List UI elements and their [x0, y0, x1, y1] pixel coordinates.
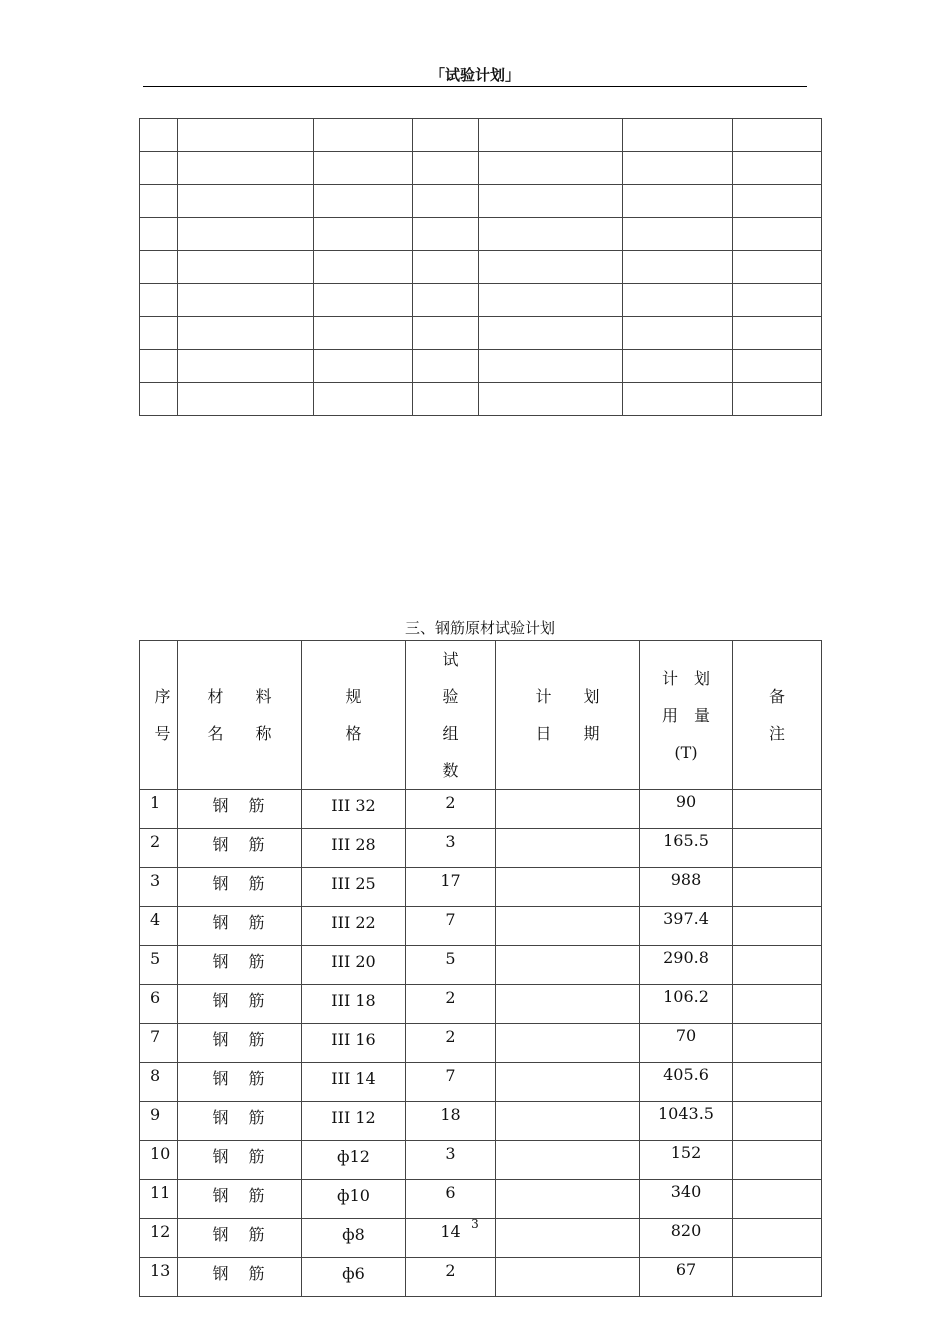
- blank-cell: [623, 251, 733, 284]
- cell-spec: III 12: [302, 1102, 406, 1141]
- table-row: [140, 946, 822, 985]
- table-row: [140, 868, 822, 907]
- blank-cell: [178, 119, 314, 152]
- blank-cell: [178, 218, 314, 251]
- header-spec: 规 格: [302, 641, 406, 790]
- cell-test-groups: 2: [406, 985, 496, 1024]
- blank-cell: [733, 185, 822, 218]
- cell-spec: III 16: [302, 1024, 406, 1063]
- blank-table-row: [140, 383, 822, 416]
- cell-plan-quantity: 290.8: [640, 946, 733, 985]
- cell-plan-date: [496, 1063, 640, 1102]
- cell-no: 4: [140, 907, 178, 946]
- cell-spec: III 22: [302, 907, 406, 946]
- cell-spec: III 28: [302, 829, 406, 868]
- cell-material-name: 钢 筋: [178, 1063, 302, 1102]
- cell-remark: [733, 1141, 822, 1180]
- blank-cell: [413, 119, 479, 152]
- blank-cell: [623, 383, 733, 416]
- blank-cell: [314, 185, 413, 218]
- cell-material-name: 钢 筋: [178, 1024, 302, 1063]
- cell-spec: ф10: [302, 1180, 406, 1219]
- blank-cell: [479, 185, 623, 218]
- header-no: 序 号: [140, 641, 178, 790]
- blank-table-row: [140, 119, 822, 152]
- blank-cell: [314, 218, 413, 251]
- cell-no: 1: [140, 790, 178, 829]
- page-number: 3: [471, 1217, 479, 1231]
- blank-cell: [413, 152, 479, 185]
- blank-cell: [140, 218, 178, 251]
- cell-plan-date: [496, 1102, 640, 1141]
- blank-cell: [733, 119, 822, 152]
- cell-spec: III 32: [302, 790, 406, 829]
- cell-no: 12: [140, 1219, 178, 1258]
- blank-table-row: [140, 152, 822, 185]
- cell-remark: [733, 868, 822, 907]
- cell-plan-quantity: 820: [640, 1219, 733, 1258]
- table-header-row: [140, 641, 822, 790]
- cell-plan-date: [496, 946, 640, 985]
- blank-cell: [479, 251, 623, 284]
- blank-cell: [178, 383, 314, 416]
- cell-no: 10: [140, 1141, 178, 1180]
- blank-cell: [140, 152, 178, 185]
- table-row: [140, 829, 822, 868]
- blank-cell: [479, 284, 623, 317]
- cell-remark: [733, 907, 822, 946]
- cell-remark: [733, 829, 822, 868]
- blank-cell: [314, 317, 413, 350]
- cell-plan-date: [496, 1024, 640, 1063]
- header-plan-date: 计 划 日 期: [496, 641, 640, 790]
- cell-plan-quantity: 70: [640, 1024, 733, 1063]
- cell-spec: III 25: [302, 868, 406, 907]
- blank-cell: [479, 152, 623, 185]
- cell-material-name: 钢 筋: [178, 829, 302, 868]
- section-title: 三、钢筋原材试验计划: [404, 619, 555, 637]
- cell-no: 5: [140, 946, 178, 985]
- blank-cell: [623, 119, 733, 152]
- blank-cell: [314, 284, 413, 317]
- blank-cell: [140, 251, 178, 284]
- blank-cell: [413, 350, 479, 383]
- cell-remark: [733, 1063, 822, 1102]
- blank-cell: [733, 218, 822, 251]
- table-row: [140, 1180, 822, 1219]
- cell-spec: III 20: [302, 946, 406, 985]
- blank-cell: [623, 350, 733, 383]
- cell-plan-date: [496, 868, 640, 907]
- cell-no: 9: [140, 1102, 178, 1141]
- cell-plan-date: [496, 907, 640, 946]
- blank-cell: [140, 317, 178, 350]
- blank-cell: [479, 350, 623, 383]
- cell-plan-date: [496, 1141, 640, 1180]
- blank-cell: [178, 185, 314, 218]
- cell-test-groups: 2: [406, 1024, 496, 1063]
- cell-test-groups: 17: [406, 868, 496, 907]
- table-row: [140, 1102, 822, 1141]
- cell-plan-quantity: 405.6: [640, 1063, 733, 1102]
- blank-cell: [178, 350, 314, 383]
- cell-test-groups: 14: [406, 1219, 496, 1258]
- blank-cell: [413, 185, 479, 218]
- cell-material-name: 钢 筋: [178, 1102, 302, 1141]
- blank-table: [139, 118, 822, 416]
- blank-cell: [314, 383, 413, 416]
- blank-cell: [140, 350, 178, 383]
- cell-plan-quantity: 340: [640, 1180, 733, 1219]
- blank-cell: [733, 152, 822, 185]
- cell-plan-date: [496, 1180, 640, 1219]
- blank-cell: [178, 152, 314, 185]
- table-row: [140, 1141, 822, 1180]
- cell-spec: III 18: [302, 985, 406, 1024]
- blank-cell: [623, 284, 733, 317]
- blank-cell: [623, 152, 733, 185]
- table-row: [140, 907, 822, 946]
- cell-material-name: 钢 筋: [178, 1258, 302, 1297]
- cell-plan-date: [496, 829, 640, 868]
- blank-cell: [623, 317, 733, 350]
- blank-table-row: [140, 317, 822, 350]
- cell-remark: [733, 1180, 822, 1219]
- page-header: [143, 64, 807, 87]
- cell-material-name: 钢 筋: [178, 946, 302, 985]
- table-row: [140, 1024, 822, 1063]
- blank-cell: [733, 284, 822, 317]
- cell-test-groups: 7: [406, 907, 496, 946]
- cell-spec: ф8: [302, 1219, 406, 1258]
- rebar-test-plan-table: [139, 640, 822, 1297]
- cell-plan-quantity: 1043.5: [640, 1102, 733, 1141]
- cell-test-groups: 18: [406, 1102, 496, 1141]
- cell-no: 11: [140, 1180, 178, 1219]
- cell-spec: III 14: [302, 1063, 406, 1102]
- blank-cell: [623, 218, 733, 251]
- blank-cell: [314, 251, 413, 284]
- header-title: 「试验计划」: [429, 66, 520, 84]
- cell-plan-quantity: 67: [640, 1258, 733, 1297]
- header-plan-quantity: 计 划 用 量 (T): [640, 641, 733, 790]
- cell-material-name: 钢 筋: [178, 868, 302, 907]
- cell-remark: [733, 985, 822, 1024]
- cell-test-groups: 2: [406, 790, 496, 829]
- cell-material-name: 钢 筋: [178, 907, 302, 946]
- blank-cell: [479, 218, 623, 251]
- cell-plan-quantity: 397.4: [640, 907, 733, 946]
- table-row: [140, 790, 822, 829]
- cell-plan-quantity: 165.5: [640, 829, 733, 868]
- cell-remark: [733, 1102, 822, 1141]
- cell-material-name: 钢 筋: [178, 1141, 302, 1180]
- blank-cell: [413, 218, 479, 251]
- cell-test-groups: 3: [406, 829, 496, 868]
- blank-table-row: [140, 218, 822, 251]
- cell-material-name: 钢 筋: [178, 790, 302, 829]
- blank-cell: [623, 185, 733, 218]
- table-row: [140, 985, 822, 1024]
- blank-cell: [479, 383, 623, 416]
- blank-cell: [413, 251, 479, 284]
- blank-cell: [314, 152, 413, 185]
- header-test-groups: 试 验 组 数: [406, 641, 496, 790]
- blank-table-row: [140, 185, 822, 218]
- blank-cell: [733, 317, 822, 350]
- blank-cell: [413, 383, 479, 416]
- blank-cell: [178, 284, 314, 317]
- blank-cell: [178, 251, 314, 284]
- cell-spec: ф12: [302, 1141, 406, 1180]
- cell-no: 3: [140, 868, 178, 907]
- cell-test-groups: 7: [406, 1063, 496, 1102]
- blank-cell: [733, 251, 822, 284]
- blank-cell: [140, 185, 178, 218]
- cell-plan-quantity: 988: [640, 868, 733, 907]
- table-row: [140, 1258, 822, 1297]
- table-row: [140, 1063, 822, 1102]
- cell-plan-quantity: 152: [640, 1141, 733, 1180]
- cell-no: 6: [140, 985, 178, 1024]
- cell-material-name: 钢 筋: [178, 1180, 302, 1219]
- blank-cell: [314, 119, 413, 152]
- cell-plan-date: [496, 1258, 640, 1297]
- blank-cell: [479, 119, 623, 152]
- blank-cell: [140, 284, 178, 317]
- blank-table-row: [140, 284, 822, 317]
- cell-remark: [733, 1258, 822, 1297]
- cell-remark: [733, 1024, 822, 1063]
- blank-cell: [314, 350, 413, 383]
- cell-test-groups: 6: [406, 1180, 496, 1219]
- cell-test-groups: 3: [406, 1141, 496, 1180]
- blank-cell: [178, 317, 314, 350]
- cell-spec: ф6: [302, 1258, 406, 1297]
- cell-material-name: 钢 筋: [178, 1219, 302, 1258]
- cell-material-name: 钢 筋: [178, 985, 302, 1024]
- cell-test-groups: 5: [406, 946, 496, 985]
- cell-plan-date: [496, 790, 640, 829]
- cell-no: 13: [140, 1258, 178, 1297]
- blank-cell: [413, 284, 479, 317]
- blank-cell: [733, 350, 822, 383]
- blank-cell: [413, 317, 479, 350]
- blank-table-row: [140, 251, 822, 284]
- blank-cell: [479, 317, 623, 350]
- cell-plan-quantity: 106.2: [640, 985, 733, 1024]
- blank-cell: [140, 383, 178, 416]
- cell-plan-date: [496, 985, 640, 1024]
- cell-remark: [733, 790, 822, 829]
- cell-no: 2: [140, 829, 178, 868]
- cell-test-groups: 2: [406, 1258, 496, 1297]
- blank-cell: [733, 383, 822, 416]
- cell-no: 8: [140, 1063, 178, 1102]
- blank-table-row: [140, 350, 822, 383]
- cell-no: 7: [140, 1024, 178, 1063]
- cell-plan-quantity: 90: [640, 790, 733, 829]
- cell-remark: [733, 946, 822, 985]
- header-material-name: 材 料 名 称: [178, 641, 302, 790]
- header-remark: 备 注: [733, 641, 822, 790]
- blank-cell: [140, 119, 178, 152]
